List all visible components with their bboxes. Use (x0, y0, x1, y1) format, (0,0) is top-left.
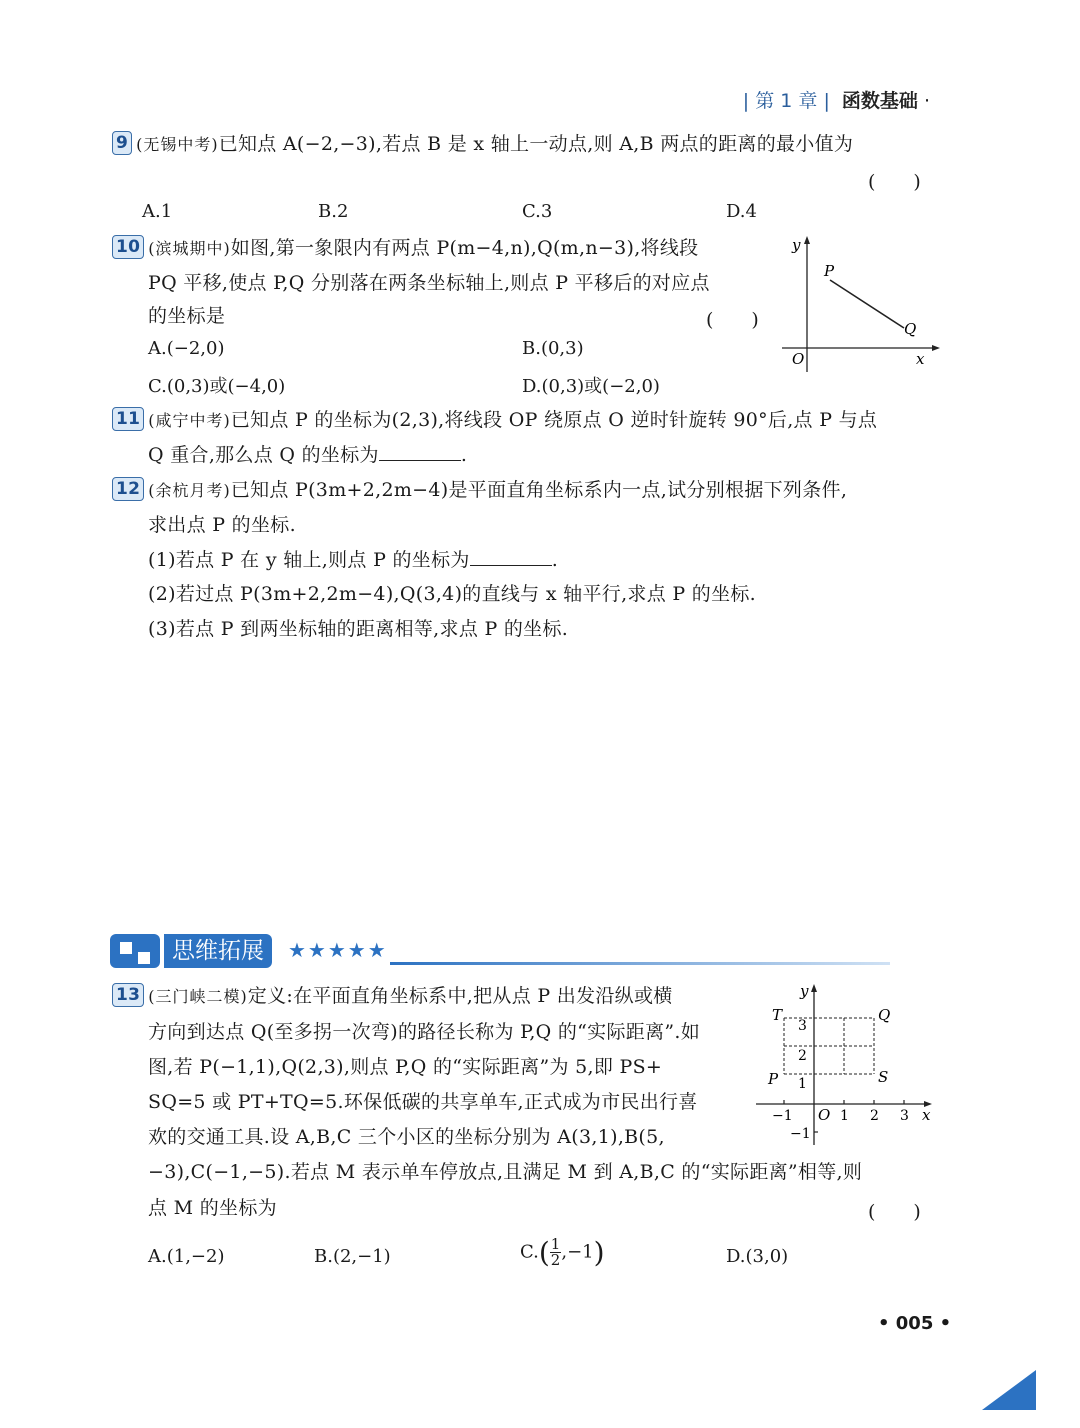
question-source: (咸宁中考) (148, 411, 231, 430)
answer-paren: ( ) (868, 1201, 921, 1223)
option-b: B.2 (318, 201, 349, 222)
tick-y: 3 (798, 1018, 807, 1034)
sub-question-2: (2)若过点 P(3m+2,2m−4),Q(3,4)的直线与 x 轴平行,求点 P 的坐标. (148, 583, 757, 605)
question-11 (112, 407, 877, 434)
option-c: C.( $\frac{1}{2}$ ,−1) (520, 1235, 605, 1269)
question-9 (112, 131, 853, 158)
question-13 (112, 983, 673, 1010)
option-d: D.(3,0) (726, 1246, 789, 1267)
point-p-label: P (824, 262, 835, 280)
question-10 (112, 235, 698, 262)
origin-label: O (792, 350, 805, 368)
option-a: A.(1,−2) (148, 1246, 225, 1267)
question-text: 已知点 P 的坐标为(2,3),将线段 OP 绕原点 O 逆时针旋转 90°后,点 P 与点 (230, 409, 878, 431)
question-number: 10 (112, 235, 144, 259)
question-number: 9 (112, 131, 132, 155)
tick-x: 2 (870, 1108, 879, 1124)
question-text: 如图,第一象限内有两点 P(m−4,n),Q(m,n−3),将线段 (230, 237, 699, 259)
question-text: Q 重合,那么点 Q 的坐标为 . (148, 444, 468, 466)
axis-y-label: y (800, 982, 809, 1000)
axis-x-label: x (916, 350, 925, 368)
answer-blank (379, 444, 461, 461)
q13-figure (752, 980, 942, 1150)
question-text: 点 M 的坐标为 (148, 1197, 277, 1219)
origin-label: O (818, 1106, 831, 1124)
question-number: 11 (112, 407, 144, 431)
question-12 (112, 477, 847, 504)
difficulty-stars: ★★★★★ (288, 938, 388, 962)
tick-y: 2 (798, 1048, 807, 1064)
question-number: 12 (112, 477, 144, 501)
option-c: C.3 (522, 201, 553, 222)
question-text: −3),C(−1,−5).若点 M 表示单车停放点,且满足 M 到 A,B,C 的“实际距离”相等,则 (148, 1161, 863, 1183)
question-source: (余杭月考) (148, 481, 231, 500)
tick-y: −1 (790, 1126, 811, 1142)
section-divider (390, 962, 890, 965)
fraction: $\frac{1}{2}$ (550, 1235, 561, 1269)
question-text: 求出点 P 的坐标. (148, 514, 296, 536)
option-d: D.(0,3)或(−2,0) (522, 376, 660, 397)
question-source: (无锡中考) (136, 135, 219, 154)
question-text: 的坐标是 (148, 305, 226, 327)
corner-decoration (982, 1370, 1036, 1410)
question-text: 欢的交通工具.设 A,B,C 三个小区的坐标分别为 A(3,1),B(5, (148, 1126, 665, 1148)
point-p-label: P (768, 1070, 779, 1088)
chapter-label: 第 1 章 (755, 90, 818, 112)
point-t-label: T (772, 1006, 783, 1024)
question-text: 已知点 P(3m+2,2m−4)是平面直角坐标系内一点,试分别根据下列条件, (230, 479, 848, 501)
question-text: PQ 平移,使点 P,Q 分别落在两条坐标轴上,则点 P 平移后的对应点 (148, 272, 710, 294)
option-d: D.4 (726, 201, 757, 222)
question-number: 13 (112, 983, 144, 1007)
point-q-label: Q (878, 1006, 891, 1024)
option-a: A.1 (142, 201, 173, 222)
option-b: B.(0,3) (522, 338, 584, 359)
option-c: C.(0,3)或(−4,0) (148, 376, 286, 397)
option-a: A.(−2,0) (148, 338, 225, 359)
tick-y: 1 (798, 1076, 807, 1092)
question-source: (滨城期中) (148, 239, 231, 258)
point-q-label: Q (904, 320, 917, 338)
sub-question-1: (1)若点 P 在 y 轴上,则点 P 的坐标为 . (148, 549, 559, 571)
chapter-title: 函数基础 (841, 90, 918, 112)
answer-blank (470, 549, 552, 566)
section-banner (110, 932, 890, 972)
answer-paren: ( ) (868, 171, 921, 193)
q10-figure (776, 232, 946, 377)
tick-x: 3 (900, 1108, 909, 1124)
axis-x-label: x (922, 1106, 931, 1124)
question-text: 定义:在平面直角坐标系中,把从点 P 出发沿纵或横 (247, 985, 673, 1007)
option-b: B.(2,−1) (314, 1246, 391, 1267)
section-icon (110, 934, 160, 968)
axis-y-label: y (792, 236, 801, 254)
answer-paren: ( ) (706, 309, 759, 331)
point-s-label: S (878, 1068, 889, 1086)
chapter-header: | 第 1 章 | 函数基础 · (742, 90, 930, 112)
sub-question-3: (3)若点 P 到两坐标轴的距离相等,求点 P 的坐标. (148, 618, 569, 640)
question-text: 方向到达点 Q(至多拐一次弯)的路径长称为 P,Q 的“实际距离”.如 (148, 1021, 701, 1043)
question-text: SQ=5 或 PT+TQ=5.环保低碳的共享单车,正式成为市民出行喜 (148, 1091, 698, 1113)
page-number: • 005 • (878, 1313, 952, 1334)
question-text: 图,若 P(−1,1),Q(2,3),则点 P,Q 的“实际距离”为 5,即 PS+ (148, 1056, 663, 1078)
question-source: (三门峡二模) (148, 987, 248, 1006)
tick-x: −1 (772, 1108, 793, 1124)
section-title: 思维拓展 (164, 934, 272, 968)
question-text: 已知点 A(−2,−3),若点 B 是 x 轴上一动点,则 A,B 两点的距离的最小值为 (218, 133, 854, 155)
tick-x: 1 (840, 1108, 849, 1124)
